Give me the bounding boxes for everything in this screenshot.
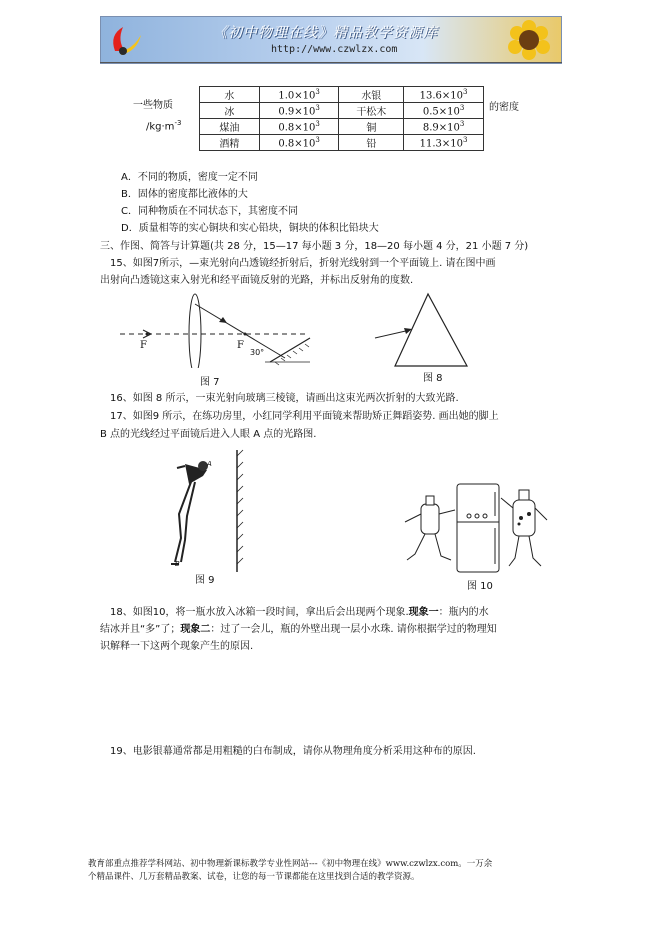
sunflower-icon (501, 19, 557, 61)
figure-10-caption: 图 10 (467, 581, 493, 592)
table-cell: 水银 (339, 87, 404, 103)
table-row (200, 103, 484, 119)
angle-label: 30° (250, 348, 265, 357)
q15-line1: 15、如图7所示，—束光射向凸透镜经折射后，折射光线射到一个平面镜上. 请在图中画 (110, 258, 496, 269)
site-logo-icon (107, 21, 143, 59)
table-row (200, 87, 484, 103)
q18-line1: 18、如图10，将一瓶水放入冰箱一段时间，拿出后会出现两个现象.现象一：瓶内的水 (110, 607, 489, 618)
table-right-label: 的密度 (489, 102, 519, 113)
table-cell: $1.0\times 10^3$ (259, 87, 339, 103)
figure-8-prism-diagram (370, 290, 480, 372)
table-row (200, 119, 484, 135)
site-url[interactable]: http://www.czwlzx.com (271, 44, 398, 55)
table-cell: 干松木 (339, 103, 404, 119)
table-cell: $11.3\times 10^3$ (404, 135, 484, 151)
page-footer (88, 858, 588, 884)
q19-text: 19、电影银幕通常都是用粗糙的白布制成，请你从物理角度分析采用这种布的原因. (110, 746, 476, 757)
figure-7-caption: 图 7 (200, 377, 220, 388)
q17-line2: B 点的光线经过平面镜后进入人眼 A 点的光路图. (100, 429, 317, 440)
footer-line1: 教育部重点推荐学科网站、初中物理新课标教学专业性网站---《初中物理在线》www.czwlzx.com。一万余 (88, 859, 493, 869)
figure-9-caption: 图 9 (195, 575, 215, 586)
focus-label-left: F (140, 340, 147, 351)
option-a: A．不同的物质，密度一定不同 (121, 172, 258, 183)
table-cell: $0.5\times 10^3$ (404, 103, 484, 119)
table-left-label: 一些物质 (133, 100, 173, 111)
section-heading: 三、作图、简答与计算题(共 28 分，15—17 每小题 3 分，18—20 每小题 4 分，21 小题 7 分) (100, 241, 529, 252)
table-cell: $13.6\times 10^3$ (404, 87, 484, 103)
table-cell: $0.9\times 10^3$ (259, 103, 339, 119)
table-cell: 酒精 (200, 135, 260, 151)
table-cell: $0.8\times 10^3$ (259, 119, 339, 135)
table-cell: 水 (200, 87, 260, 103)
table-cell: 冰 (200, 103, 260, 119)
table-cell: $0.8\times 10^3$ (259, 135, 339, 151)
q15-line2: 出射向凸透镜这束入射光和经平面镜反射的光路，并标出反射角的度数. (100, 275, 414, 286)
site-title: 《初中物理在线》精品教学资源库 (213, 25, 438, 41)
point-b-label: B (175, 560, 180, 568)
figure-9-dancer-mirror (155, 446, 250, 576)
point-a-label: A (207, 460, 212, 468)
option-b: B．固体的密度都比液体的大 (121, 189, 248, 200)
figure-8-caption: 图 8 (423, 373, 443, 384)
site-banner (100, 16, 562, 64)
density-table (199, 86, 484, 151)
footer-line2: 个精品课件、几万套精品教案、试卷，让您的每一节课都能在这里找到合适的教学资源。 (88, 872, 420, 882)
table-cell: 煤油 (200, 119, 260, 135)
q16-text: 16、如图 8 所示，一束光射向玻璃三棱镜，请画出这束光两次折射的大致光路. (110, 393, 459, 404)
figure-7-lens-diagram (115, 286, 330, 368)
option-c: C．同种物质在不同状态下，其密度不同 (121, 206, 298, 217)
q18-line3: 识解释一下这两个现象产生的原因. (100, 641, 254, 652)
header-divider (100, 62, 562, 63)
q17-line1: 17、如图9 所示，在练功房里，小红同学利用平面镜来帮助矫正舞蹈姿势. 画出她的脚上 (110, 411, 499, 422)
table-unit: $/kg\cdot m^{-3}$ (146, 119, 182, 133)
q18-line2: 结冰并且“多”了；现象二：过了一会儿，瓶的外壁出现一层小水珠. 请你根据学过的物理知 (100, 624, 497, 635)
table-cell: 铅 (339, 135, 404, 151)
table-row (200, 135, 484, 151)
option-d: D．质量相等的实心铜块和实心铅块，铜块的体积比铅块大 (121, 223, 379, 234)
figure-10-fridge-bottles (395, 478, 565, 578)
table-cell: $8.9\times 10^3$ (404, 119, 484, 135)
table-cell: 铜 (339, 119, 404, 135)
focus-label-right: F (237, 340, 244, 351)
